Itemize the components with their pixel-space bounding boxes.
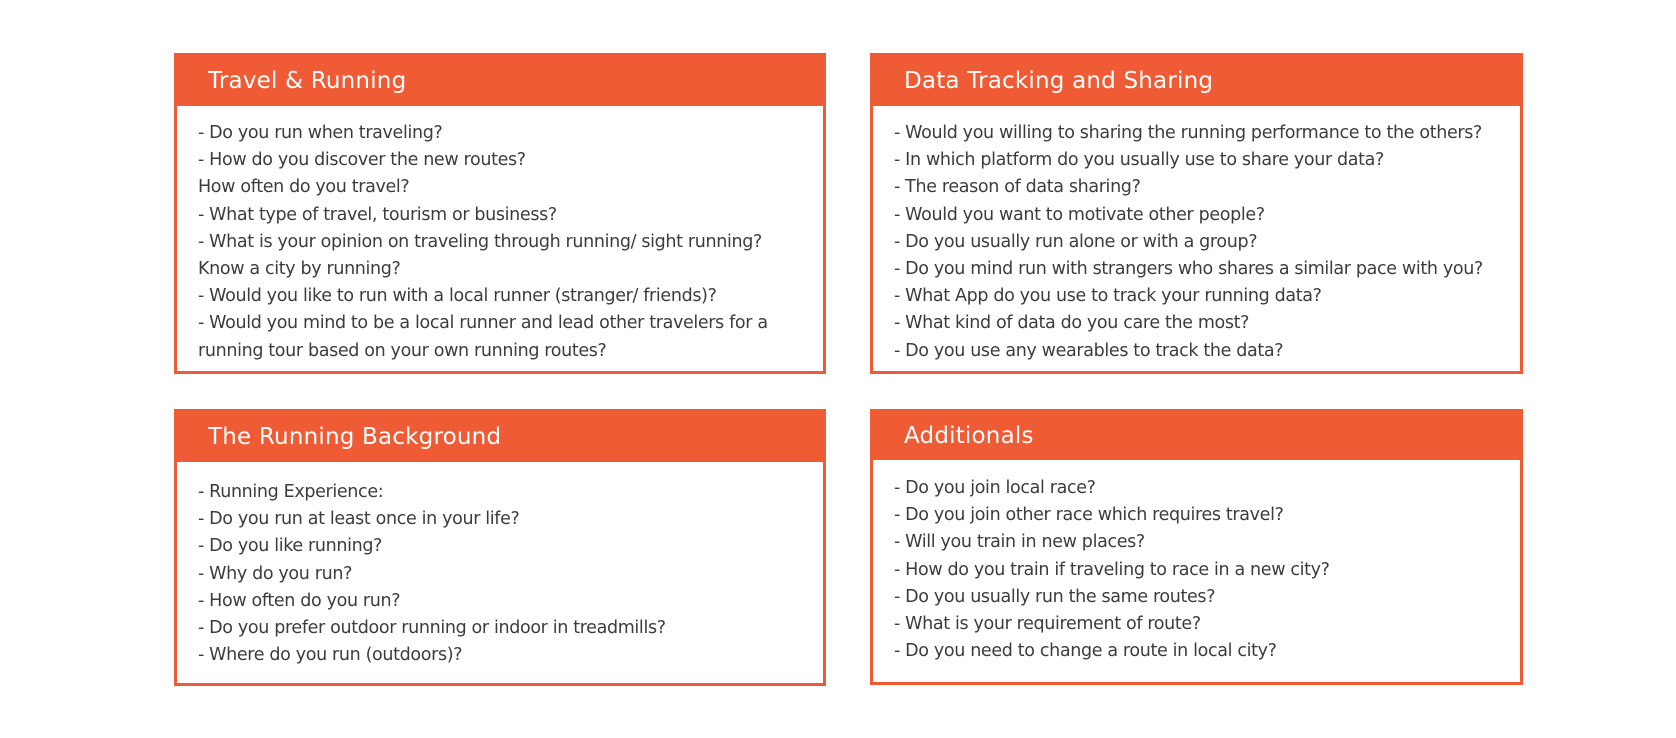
question-item: - Do you join other race which requires travel? (894, 505, 1284, 526)
question-item: - Would you want to motivate other people? (894, 204, 1265, 225)
running-background-card (174, 409, 826, 686)
question-item: - What is your opinion on traveling through running/ sight running? (198, 231, 762, 252)
question-item: - Do you join local race? (894, 478, 1096, 498)
question-item: - Would you mind to be a local runner and lead other travelers for a (198, 313, 768, 334)
question-item: - Where do you run (outdoors)? (198, 645, 463, 666)
question-item: - Would you like to run with a local runner (stranger/ friends)? (198, 286, 717, 307)
question-item: - In which platform do you usually use to share your data? (894, 150, 1384, 171)
question-item: - Do you use any wearables to track the data? (894, 340, 1284, 361)
question-item: How often do you travel? (198, 177, 410, 198)
question-item: - What type of travel, tourism or business? (198, 204, 557, 225)
question-item: Know a city by running? (198, 259, 401, 280)
question-item: - Do you usually run alone or with a group? (894, 231, 1258, 252)
question-item: - Do you run at least once in your life? (198, 509, 520, 530)
question-item: - Will you train in new places? (894, 532, 1145, 553)
question-list (177, 462, 823, 669)
question-item: - Do you need to change a route in local city? (894, 641, 1277, 662)
question-list (177, 106, 823, 365)
question-item: - How often do you run? (198, 590, 401, 611)
card-title: The Running Background (177, 412, 823, 462)
question-list (873, 460, 1520, 665)
question-item: - Do you usually run the same routes? (894, 586, 1216, 607)
question-item: - Do you run when traveling? (198, 123, 443, 143)
travel-running-card (174, 53, 826, 374)
question-item: - Do you mind run with strangers who shares a similar pace with you? (894, 259, 1483, 280)
card-title: Travel & Running (177, 56, 823, 106)
question-item: - What is your requirement of route? (894, 614, 1201, 635)
question-item: - The reason of data sharing? (894, 177, 1141, 198)
question-list (873, 106, 1520, 365)
card-title: Data Tracking and Sharing (873, 56, 1520, 106)
question-item: - Do you like running? (198, 536, 383, 557)
additionals-card (870, 409, 1523, 685)
question-item: - Would you willing to sharing the running performance to the others? (894, 123, 1482, 143)
question-item: - How do you train if traveling to race in a new city? (894, 559, 1330, 580)
data-tracking-card (870, 53, 1523, 374)
card-title: Additionals (873, 412, 1520, 460)
question-item: running tour based on your own running routes? (198, 340, 607, 361)
question-item: - Do you prefer outdoor running or indoor in treadmills? (198, 618, 666, 639)
question-item: - Why do you run? (198, 563, 353, 584)
question-item: - Running Experience: (198, 482, 384, 502)
question-item: - What App do you use to track your running data? (894, 286, 1322, 307)
question-item: - What kind of data do you care the most? (894, 313, 1250, 334)
question-item: - How do you discover the new routes? (198, 150, 526, 171)
